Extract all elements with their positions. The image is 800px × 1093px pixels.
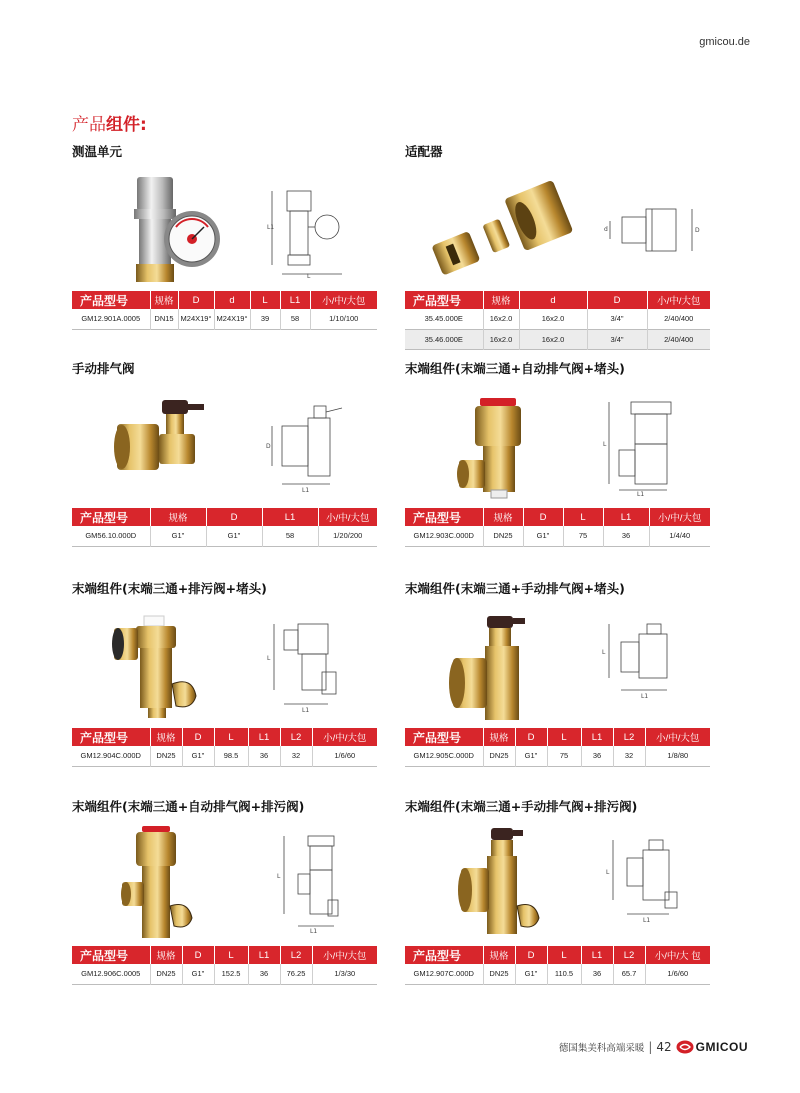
header-d-inner: d xyxy=(519,291,587,309)
product-block-end-manual-vent-drain xyxy=(405,798,710,979)
cell-package: 2/40/400 xyxy=(664,314,694,324)
cell-model: GM12.901A.0005 xyxy=(72,309,150,329)
svg-text:L1: L1 xyxy=(267,224,275,231)
page-footer xyxy=(559,1040,748,1054)
header-d: D xyxy=(515,728,547,746)
header-l1: L1 xyxy=(248,728,280,746)
cell-d: G1" xyxy=(182,746,214,766)
section-title xyxy=(72,110,147,135)
spec-table xyxy=(72,946,377,985)
cell-l2: 76.25 xyxy=(280,964,312,984)
header-spec: 规格 xyxy=(150,946,182,964)
table-row xyxy=(72,746,377,766)
cell-spec: DN25 xyxy=(483,964,515,984)
header-d: D xyxy=(515,946,547,964)
cell-l: 110.5 xyxy=(547,964,581,984)
manual-vent-photo xyxy=(92,386,232,504)
block-title: 末端组件(末端三通+自动排气阀+堵头) xyxy=(405,361,625,376)
header-d-outer: D xyxy=(178,291,214,309)
cell-model: GM12.907C.000D xyxy=(405,964,483,984)
cell-spec: DN25 xyxy=(483,746,515,766)
cell-d-inner: 16x2.0 xyxy=(519,309,587,329)
cell-package: 1/8/80 xyxy=(667,751,689,761)
header-package: 小/中/大包 xyxy=(645,728,710,746)
cell-spec: 16x2.0 xyxy=(483,309,519,329)
svg-text:L: L xyxy=(267,655,271,662)
cell-package: 1/20/200 xyxy=(333,531,363,541)
block-title: 适配器 xyxy=(405,144,443,159)
product-block-end-drain-plug xyxy=(72,580,377,761)
product-block-temperature-unit xyxy=(72,143,377,324)
header-package: 小/中/大包 xyxy=(310,291,377,309)
cell-l: 152.5 xyxy=(214,964,248,984)
footer-company: 德国集美科高端采暖 xyxy=(558,1043,645,1054)
cell-spec: G1" xyxy=(150,526,206,546)
cell-model: GM12.903C.000D xyxy=(405,526,483,546)
table-row xyxy=(405,746,710,766)
cell-d-outer: 3/4" xyxy=(587,329,647,349)
end-auto-vent-plug-drawing xyxy=(595,396,705,496)
spec-table xyxy=(405,728,710,767)
table-row xyxy=(72,964,377,984)
cell-l1: 58 xyxy=(262,526,318,546)
cell-l1: 36 xyxy=(581,964,613,984)
header-model: 产品型号 xyxy=(72,508,150,526)
block-title: 末端组件(末端三通+手动排气阀+堵头) xyxy=(405,581,625,596)
end-drain-plug-photo xyxy=(92,606,232,724)
table-row xyxy=(405,964,710,984)
cell-l2: 32 xyxy=(613,746,645,766)
cell-d-inner: M24X19° xyxy=(214,309,250,329)
cell-l1: 58 xyxy=(280,309,310,329)
header-l1: L1 xyxy=(603,508,649,526)
header-d-outer: D xyxy=(587,291,647,309)
header-l1: L1 xyxy=(248,946,280,964)
table-row xyxy=(72,309,377,329)
header-l2: L2 xyxy=(613,946,645,964)
product-block-end-auto-vent-plug xyxy=(405,360,710,541)
svg-text:L: L xyxy=(602,649,606,656)
header-model: 产品型号 xyxy=(72,291,150,309)
header-l1: L1 xyxy=(280,291,310,309)
cell-l2: 65.7 xyxy=(613,964,645,984)
cell-l1: 36 xyxy=(248,964,280,984)
product-block-manual-vent xyxy=(72,360,377,541)
end-manual-vent-plug-photo xyxy=(425,606,565,724)
header-d: D xyxy=(182,728,214,746)
cell-d: G1" xyxy=(515,746,547,766)
header-spec: 规格 xyxy=(483,946,515,964)
spec-table xyxy=(405,291,710,350)
cell-model: 35.45.000E xyxy=(405,309,483,329)
block-title: 末端组件(末端三通+排污阀+堵头) xyxy=(72,581,267,596)
header-l: L xyxy=(214,946,248,964)
end-drain-plug-drawing xyxy=(262,616,372,716)
spec-table xyxy=(72,508,377,547)
header-spec: 规格 xyxy=(150,508,206,526)
cell-package: 1/6/60 xyxy=(334,751,356,761)
svg-text:d: d xyxy=(604,226,608,233)
header-spec: 规格 xyxy=(483,728,515,746)
header-package: 小/中/大包 xyxy=(318,508,377,526)
cell-model: 35.46.000E xyxy=(405,329,483,349)
block-title: 末端组件(末端三通+手动排气阀+排污阀) xyxy=(405,799,638,814)
spec-table xyxy=(72,291,377,330)
cell-package: 1/6/60 xyxy=(667,969,689,979)
cell-d: G1" xyxy=(515,964,547,984)
table-row xyxy=(405,329,710,349)
header-model: 产品型号 xyxy=(72,728,150,746)
cell-d: G1" xyxy=(523,526,563,546)
header-d: D xyxy=(206,508,262,526)
header-l2: L2 xyxy=(613,728,645,746)
cell-spec: DN15 xyxy=(150,309,178,329)
footer-separator: | xyxy=(648,1040,653,1054)
product-block-end-manual-vent-plug xyxy=(405,580,710,761)
cell-d-inner: 16x2.0 xyxy=(519,329,587,349)
header-model: 产品型号 xyxy=(405,291,483,309)
section-title-normal: 产品 xyxy=(72,115,106,135)
cell-model: GM12.904C.000D xyxy=(72,746,150,766)
header-l1: L1 xyxy=(581,946,613,964)
cell-spec: DN25 xyxy=(150,964,182,984)
cell-spec: 16x2.0 xyxy=(483,329,519,349)
spec-table xyxy=(405,946,710,985)
svg-text:L1: L1 xyxy=(310,928,318,934)
header-d: D xyxy=(182,946,214,964)
cell-d: G1" xyxy=(206,526,262,546)
header-l1: L1 xyxy=(581,728,613,746)
end-auto-vent-plug-photo xyxy=(425,386,565,504)
cell-package: 2/40/400 xyxy=(647,329,710,349)
header-l: L xyxy=(547,946,581,964)
block-title: 手动排气阀 xyxy=(72,361,135,376)
cell-l1: 36 xyxy=(581,746,613,766)
svg-text:L1: L1 xyxy=(637,491,645,496)
cell-spec: DN25 xyxy=(483,526,523,546)
header-l: L xyxy=(214,728,248,746)
table-row xyxy=(72,526,377,546)
header-spec: 规格 xyxy=(483,508,523,526)
brand-logo xyxy=(676,1040,748,1054)
spec-table xyxy=(405,508,710,547)
cell-package: 1/4/40 xyxy=(669,531,691,541)
header-model: 产品型号 xyxy=(405,728,483,746)
temperature-unit-photo xyxy=(92,169,232,287)
cell-package: 1/3/30 xyxy=(334,969,356,979)
header-model: 产品型号 xyxy=(72,946,150,964)
svg-text:D: D xyxy=(695,227,700,234)
header-model: 产品型号 xyxy=(405,946,483,964)
cell-d-outer: 3/4" xyxy=(587,309,647,329)
cell-model: GM12.906C.0005 xyxy=(72,964,150,984)
table-row xyxy=(405,526,710,546)
spec-table xyxy=(72,728,377,767)
cell-l: 75 xyxy=(547,746,581,766)
end-manual-vent-drain-drawing xyxy=(595,834,705,934)
cell-l: 98.5 xyxy=(214,746,248,766)
header-d: D xyxy=(523,508,563,526)
svg-text:L: L xyxy=(277,873,281,880)
svg-text:L1: L1 xyxy=(302,487,310,494)
header-package: 小/中/大包 xyxy=(649,508,710,526)
header-d-inner: d xyxy=(214,291,250,309)
cell-spec: DN25 xyxy=(150,746,182,766)
page-number: 42 xyxy=(656,1040,672,1054)
header-spec: 规格 xyxy=(150,728,182,746)
header-package: 小/中/大包 xyxy=(312,728,377,746)
cell-l1: 36 xyxy=(603,526,649,546)
header-l2: L2 xyxy=(280,728,312,746)
cell-d-outer: M24X19° xyxy=(178,309,214,329)
cell-model: GM12.905C.000D xyxy=(405,746,483,766)
cell-model: GM56.10.000D xyxy=(72,526,150,546)
header-l2: L2 xyxy=(280,946,312,964)
brand-name: GMICOU xyxy=(695,1040,748,1054)
header-package: 小/中/大 包 xyxy=(645,946,710,964)
brand-logo-icon xyxy=(676,1040,694,1054)
end-auto-vent-drain-photo xyxy=(92,824,232,942)
adapter-photo xyxy=(415,169,585,287)
header-l: L xyxy=(563,508,603,526)
product-block-end-auto-vent-drain xyxy=(72,798,377,979)
header-model: 产品型号 xyxy=(405,508,483,526)
cell-l2: 32 xyxy=(280,746,312,766)
manual-vent-drawing xyxy=(262,396,372,496)
product-block-adapter xyxy=(405,143,710,344)
cell-package: 1/10/100 xyxy=(329,314,359,324)
header-package: 小/中/大包 xyxy=(312,946,377,964)
header-l: L xyxy=(547,728,581,746)
site-url: gmicou.de xyxy=(699,36,750,48)
cell-d: G1" xyxy=(182,964,214,984)
end-manual-vent-drain-photo xyxy=(425,824,565,942)
cell-l1: 36 xyxy=(248,746,280,766)
header-package: 小/中/大包 xyxy=(647,291,710,309)
section-title-bold: 组件: xyxy=(106,115,147,135)
adapter-drawing xyxy=(600,179,710,279)
svg-text:L1: L1 xyxy=(643,917,651,924)
svg-text:D: D xyxy=(266,443,271,450)
block-title: 末端组件(末端三通+自动排气阀+排污阀) xyxy=(72,799,305,814)
cell-l: 75 xyxy=(563,526,603,546)
end-auto-vent-drain-drawing xyxy=(262,834,372,934)
svg-text:L: L xyxy=(603,441,607,448)
svg-text:L1: L1 xyxy=(302,707,310,714)
svg-text:L1: L1 xyxy=(641,693,649,700)
header-l1: L1 xyxy=(262,508,318,526)
header-l: L xyxy=(250,291,280,309)
table-row xyxy=(405,309,710,329)
svg-text:L: L xyxy=(606,869,610,876)
header-spec: 规格 xyxy=(483,291,519,309)
block-title: 测温单元 xyxy=(72,144,123,159)
header-spec: 规格 xyxy=(150,291,178,309)
temperature-unit-drawing xyxy=(262,179,372,279)
svg-text:L: L xyxy=(307,273,311,279)
cell-l: 39 xyxy=(250,309,280,329)
end-manual-vent-plug-drawing xyxy=(595,616,705,716)
